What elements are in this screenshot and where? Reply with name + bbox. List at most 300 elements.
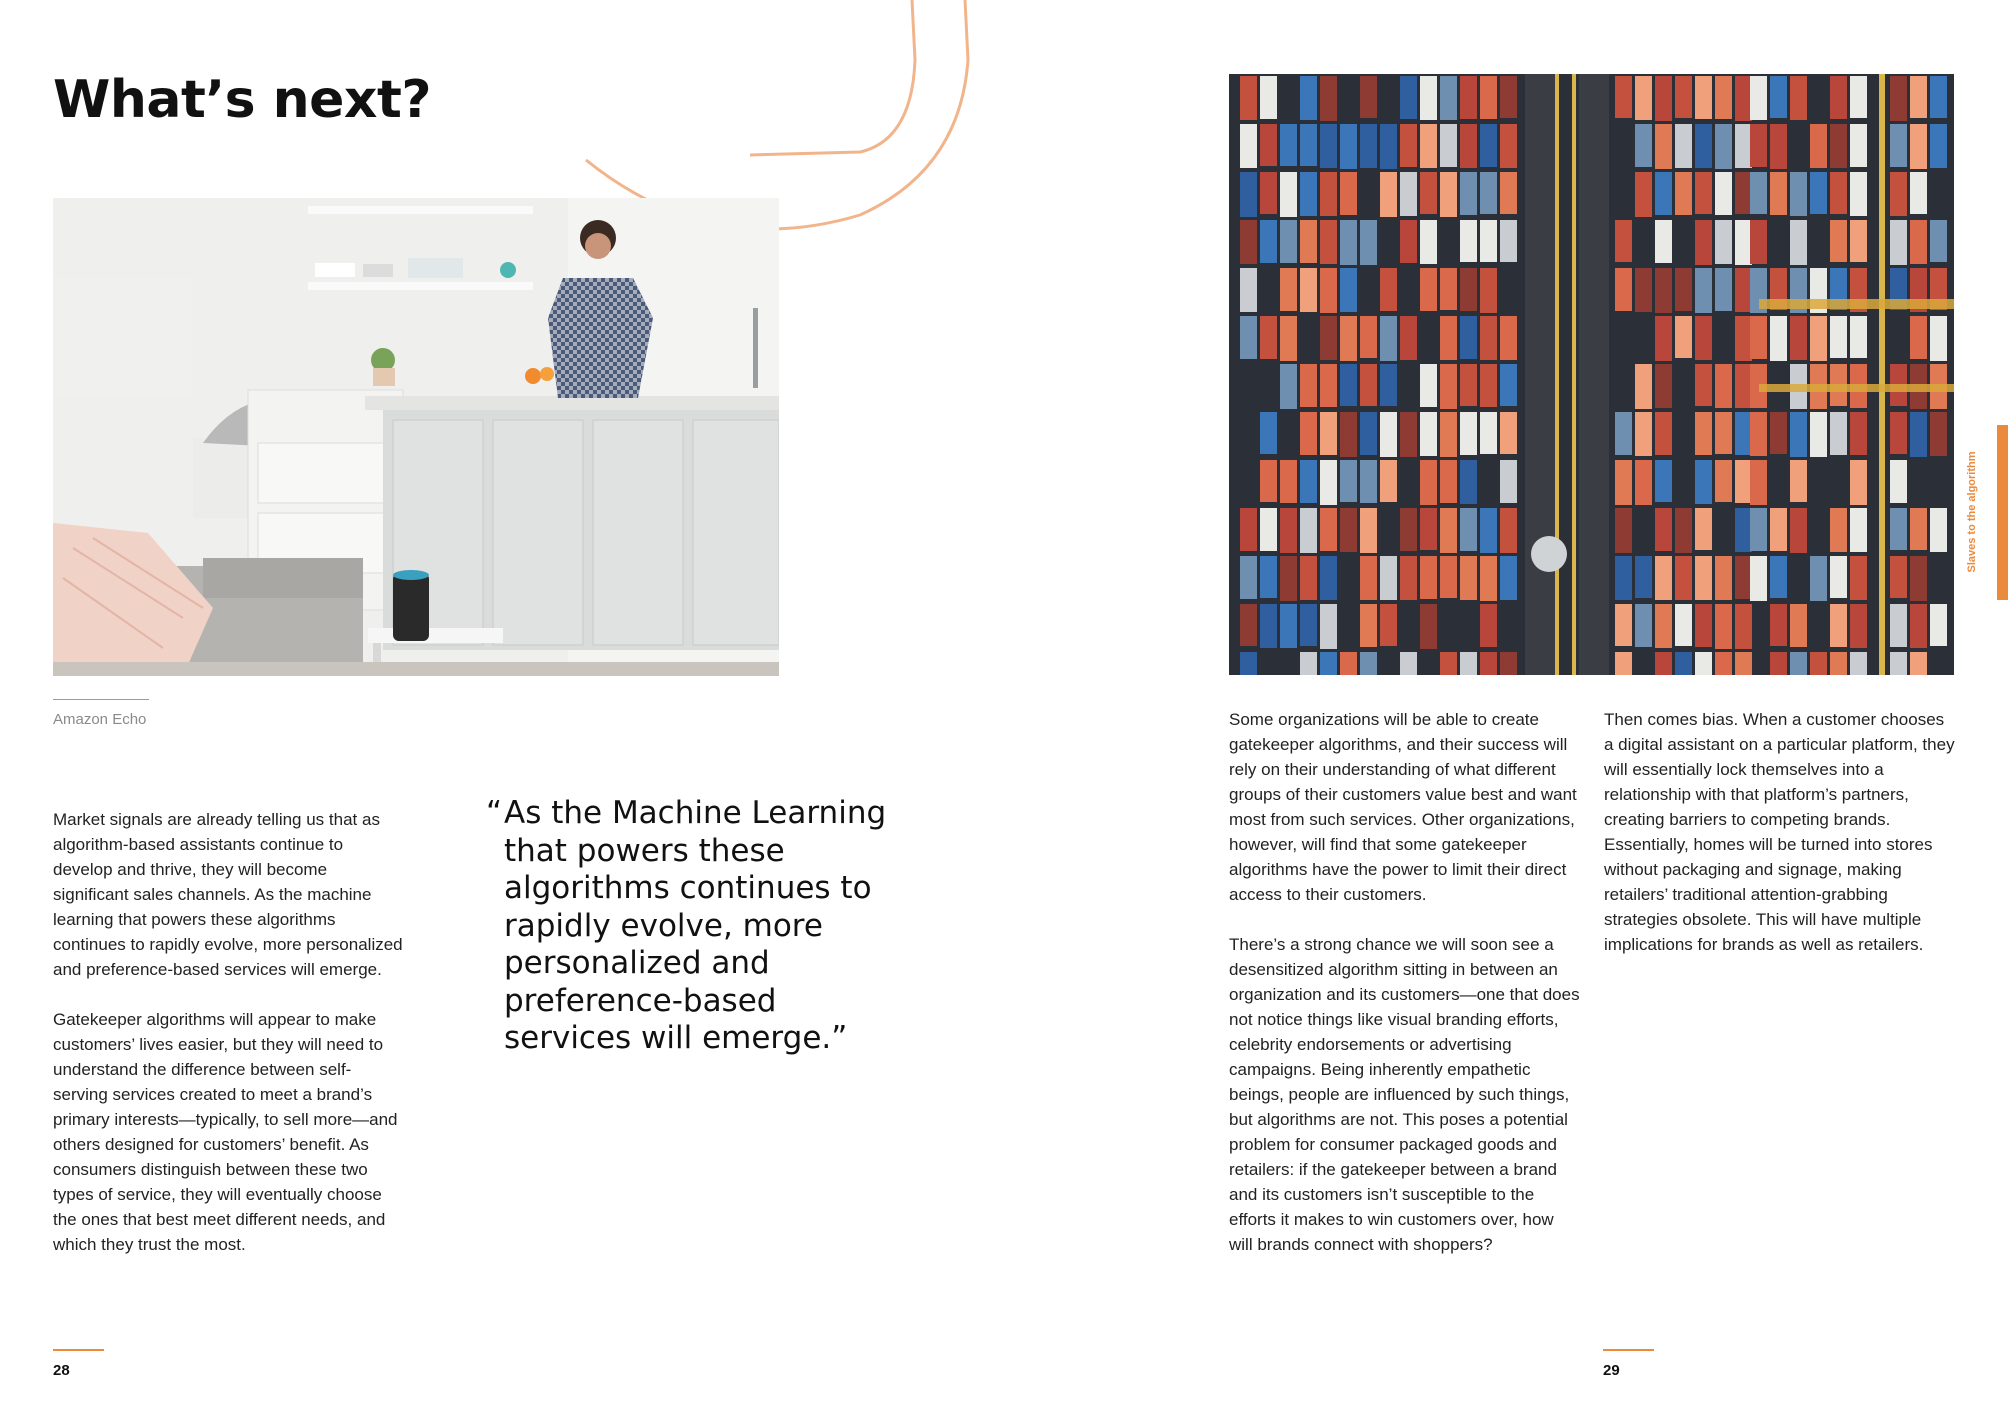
container-shape xyxy=(1655,652,1672,675)
container-shape xyxy=(1695,412,1712,455)
container-shape xyxy=(1695,124,1712,168)
container-shape xyxy=(1480,268,1497,313)
container-shape xyxy=(1790,460,1807,502)
container-shape xyxy=(1695,364,1712,406)
container-shape xyxy=(1340,316,1357,361)
container-shape xyxy=(1380,316,1397,361)
container-shape xyxy=(1420,268,1437,311)
container-shape xyxy=(1320,556,1337,600)
container-shape xyxy=(1240,316,1257,359)
container-shape xyxy=(1850,460,1867,505)
container-shape xyxy=(1715,652,1732,675)
container-shape xyxy=(1340,364,1357,406)
container-shape xyxy=(1695,556,1712,600)
container-shape xyxy=(1300,364,1317,407)
caption-divider xyxy=(53,699,149,700)
container-port-photo xyxy=(1229,74,1954,675)
container-shape xyxy=(1500,124,1517,168)
container-shape xyxy=(1790,652,1807,675)
container-shape xyxy=(1750,556,1767,601)
container-shape xyxy=(1735,172,1752,214)
container-shape xyxy=(1910,604,1927,648)
container-shape xyxy=(1400,652,1417,675)
container-shape xyxy=(1655,76,1672,121)
container-shape xyxy=(1715,460,1732,502)
container-shape xyxy=(1635,76,1652,120)
container-shape xyxy=(1770,604,1787,646)
container-shape xyxy=(1340,220,1357,265)
container-shape xyxy=(1440,76,1457,120)
container-shape xyxy=(1810,412,1827,457)
container-shape xyxy=(1340,172,1357,215)
container-shape xyxy=(1655,316,1672,361)
container-shape xyxy=(1635,460,1652,505)
container-shape xyxy=(1850,412,1867,455)
container-shape xyxy=(1400,76,1417,119)
container-shape xyxy=(1615,604,1632,646)
container-shape xyxy=(1890,652,1907,675)
container-shape xyxy=(1790,220,1807,265)
container-shape xyxy=(1260,124,1277,166)
container-shape xyxy=(1850,508,1867,552)
container-shape xyxy=(1260,412,1277,454)
container-shape xyxy=(1420,604,1437,649)
container-shape xyxy=(1890,220,1907,265)
container-shape xyxy=(1930,220,1947,262)
container-shape xyxy=(1440,460,1457,503)
container-shape xyxy=(1655,220,1672,263)
container-shape xyxy=(1320,220,1337,264)
container-shape xyxy=(1715,220,1732,264)
container-shape xyxy=(1460,556,1477,600)
container-shape xyxy=(1750,316,1767,359)
container-shape xyxy=(1380,364,1397,406)
container-shape xyxy=(1240,508,1257,551)
container-shape xyxy=(1635,124,1652,167)
container-shape xyxy=(1695,604,1712,647)
photo-caption: Amazon Echo xyxy=(53,711,147,728)
container-shape xyxy=(1850,76,1867,118)
container-shape xyxy=(1300,652,1317,675)
container-shape xyxy=(1440,172,1457,217)
container-shape xyxy=(1770,76,1787,118)
container-shape xyxy=(1380,124,1397,169)
container-shape xyxy=(1770,412,1787,454)
container-shape xyxy=(1655,460,1672,502)
container-shape xyxy=(1655,556,1672,600)
pull-quote xyxy=(486,795,904,1058)
container-shape xyxy=(1735,364,1752,408)
container-shape xyxy=(1480,76,1497,119)
container-shape xyxy=(1635,556,1652,598)
container-shape xyxy=(1735,604,1752,649)
container-shape xyxy=(1735,76,1752,121)
container-shape xyxy=(1655,172,1672,215)
container-shape xyxy=(1615,412,1632,455)
container-shape xyxy=(1400,316,1417,360)
container-shape xyxy=(1420,460,1437,505)
container-shape xyxy=(1460,508,1477,551)
container-shape xyxy=(1300,172,1317,216)
container-shape xyxy=(1750,508,1767,551)
container-shape xyxy=(1460,76,1477,119)
container-shape xyxy=(1615,268,1632,311)
container-shape xyxy=(1360,364,1377,406)
container-shape xyxy=(1635,604,1652,647)
container-shape xyxy=(1260,172,1277,214)
container-shape xyxy=(1735,316,1752,361)
container-shape xyxy=(1300,604,1317,646)
container-shape xyxy=(1300,556,1317,600)
container-shape xyxy=(1735,460,1752,503)
container-shape xyxy=(1460,412,1477,455)
container-shape xyxy=(1280,556,1297,601)
container-shape xyxy=(1260,316,1277,359)
page-title: What’s next? xyxy=(53,70,431,130)
container-shape xyxy=(1480,652,1497,675)
container-shape xyxy=(1735,556,1752,599)
container-shape xyxy=(1420,172,1437,214)
container-shape xyxy=(1280,364,1297,409)
container-shape xyxy=(1320,268,1337,313)
container-shape xyxy=(1280,460,1297,503)
container-shape xyxy=(1910,220,1927,264)
container-shape xyxy=(1380,412,1397,457)
container-shape xyxy=(1655,604,1672,648)
container-shape xyxy=(1300,508,1317,553)
container-shape xyxy=(1440,316,1457,360)
container-shape xyxy=(1830,124,1847,168)
container-shape xyxy=(1240,220,1257,264)
container-shape xyxy=(1280,508,1297,553)
container-shape xyxy=(1830,76,1847,119)
container-shape xyxy=(1615,556,1632,600)
container-shape xyxy=(1930,508,1947,552)
right-body-column-2 xyxy=(1604,707,1956,982)
container-shape xyxy=(1360,316,1377,358)
container-shape xyxy=(1930,124,1947,168)
container-shape xyxy=(1890,124,1907,167)
container-shape xyxy=(1615,508,1632,553)
container-shape xyxy=(1440,652,1457,675)
right-paragraph-1: Some organizations will be able to create gatekeeper algorithms, and their success will rely on their understanding of what different groups of their customers value best and want most from such services. Other organizations, however, will find that some gatekeeper algorithms have the power to limit their direct access to their customers. xyxy=(1229,710,1577,904)
container-shape xyxy=(1500,652,1517,675)
container-shape xyxy=(1440,508,1457,553)
container-shape xyxy=(1810,172,1827,214)
container-shape xyxy=(1695,316,1712,360)
container-shape xyxy=(1910,412,1927,457)
container-shape xyxy=(1300,76,1317,120)
container-shape xyxy=(1480,124,1497,167)
container-shape xyxy=(1360,652,1377,675)
container-shape xyxy=(1750,460,1767,505)
container-shape xyxy=(1460,172,1477,215)
container-shape xyxy=(1635,364,1652,409)
container-shape xyxy=(1340,124,1357,169)
container-shape xyxy=(1910,172,1927,214)
container-shape xyxy=(1750,172,1767,214)
container-shape xyxy=(1360,460,1377,503)
container-shape xyxy=(1380,604,1397,646)
container-shape xyxy=(1750,124,1767,167)
container-shape xyxy=(1340,412,1357,457)
container-shape xyxy=(1460,316,1477,359)
container-shape xyxy=(1420,556,1437,599)
container-shape xyxy=(1280,172,1297,217)
container-shape xyxy=(1715,76,1732,119)
container-shape xyxy=(1930,412,1947,456)
container-shape xyxy=(1340,460,1357,502)
container-shape xyxy=(1320,172,1337,216)
container-shape xyxy=(1500,508,1517,553)
container-shape xyxy=(1890,460,1907,503)
container-shape xyxy=(1440,412,1457,457)
container-shape xyxy=(1300,460,1317,503)
container-shape xyxy=(1360,556,1377,600)
container-shape xyxy=(1890,76,1907,121)
container-shape xyxy=(1380,556,1397,600)
container-shape xyxy=(1240,172,1257,217)
container-shape xyxy=(1790,508,1807,553)
container-shape xyxy=(1790,412,1807,457)
container-shape xyxy=(1735,268,1752,312)
container-shape xyxy=(1400,508,1417,551)
section-label: Slaves to the algorithm xyxy=(1966,451,1978,573)
container-shape xyxy=(1675,124,1692,168)
container-shape xyxy=(1480,220,1497,262)
container-shape xyxy=(1890,508,1907,550)
container-shape xyxy=(1460,364,1477,406)
right-page-number: 29 xyxy=(1603,1362,1620,1379)
container-shape xyxy=(1500,316,1517,360)
container-shape xyxy=(1890,172,1907,216)
quote-open-mark: “ xyxy=(486,795,503,831)
container-shape xyxy=(1480,604,1497,647)
container-shape xyxy=(1850,172,1867,216)
kitchen-photo xyxy=(53,198,779,676)
container-shape xyxy=(1695,76,1712,119)
container-shape xyxy=(1320,460,1337,505)
container-shape xyxy=(1715,124,1732,169)
container-shape xyxy=(1735,412,1752,455)
kitchen-photo-illustration xyxy=(53,198,779,676)
container-shape xyxy=(1460,652,1477,675)
container-shape xyxy=(1715,364,1732,408)
container-shape xyxy=(1300,412,1317,455)
container-shape xyxy=(1480,412,1497,454)
container-shape xyxy=(1380,460,1397,502)
container-shape xyxy=(1790,316,1807,360)
container-shape xyxy=(1300,220,1317,263)
right-paragraph-3: Then comes bias. When a customer chooses a digital assistant on a particular platform, they will essentially lock themselves into a relationship with that platform’s partners, creating barriers to competing brands. Essentially, homes will be turned into stores without packaging and signage, making retailers’ traditional attention-grabbing strategies obsolete. This will have multiple implications for brands as well as retailers. xyxy=(1604,710,1955,954)
container-shape xyxy=(1930,76,1947,118)
container-shape xyxy=(1770,316,1787,361)
container-shape xyxy=(1400,412,1417,457)
container-shape xyxy=(1675,268,1692,311)
container-shape xyxy=(1500,364,1517,406)
container-shape xyxy=(1750,220,1767,264)
container-shape xyxy=(1260,76,1277,119)
container-shape xyxy=(1480,364,1497,407)
container-shape xyxy=(1890,412,1907,454)
container-shape xyxy=(1790,172,1807,216)
container-shape xyxy=(1910,124,1927,169)
container-shape xyxy=(1320,124,1337,168)
container-shape xyxy=(1460,124,1477,168)
container-shape xyxy=(1675,652,1692,675)
container-shape xyxy=(1400,172,1417,216)
container-shape xyxy=(1615,652,1632,675)
container-shape xyxy=(1735,652,1752,675)
container-shape xyxy=(1615,460,1632,505)
right-body-column-1 xyxy=(1229,707,1581,1282)
container-shape xyxy=(1240,124,1257,168)
container-shape xyxy=(1910,508,1927,550)
container-shape xyxy=(1810,556,1827,601)
container-shape xyxy=(1830,508,1847,552)
container-shape xyxy=(1500,172,1517,214)
container-shape xyxy=(1695,652,1712,675)
container-shape xyxy=(1500,556,1517,600)
container-shape xyxy=(1655,268,1672,313)
container-shape xyxy=(1770,124,1787,169)
container-shape xyxy=(1360,604,1377,647)
container-shape xyxy=(1400,220,1417,263)
container-shape xyxy=(1695,172,1712,214)
container-shape xyxy=(1360,412,1377,455)
container-shape xyxy=(1460,220,1477,262)
container-shape xyxy=(1400,556,1417,600)
container-shape xyxy=(1320,316,1337,360)
container-shape xyxy=(1320,604,1337,649)
container-shape xyxy=(1400,124,1417,167)
container-shape xyxy=(1360,124,1377,168)
container-shape xyxy=(1420,364,1437,407)
container-shape xyxy=(1280,220,1297,263)
right-page-number-rule xyxy=(1603,1349,1654,1351)
container-shape xyxy=(1910,76,1927,118)
container-shape xyxy=(1260,604,1277,648)
container-shape xyxy=(1420,220,1437,264)
container-shape xyxy=(1420,508,1437,550)
container-shape xyxy=(1480,316,1497,360)
container-shape xyxy=(1790,76,1807,120)
container-shape xyxy=(1380,172,1397,217)
container-shape xyxy=(1340,268,1357,312)
container-shape xyxy=(1830,604,1847,647)
container-shape xyxy=(1930,604,1947,646)
container-shape xyxy=(1770,508,1787,551)
left-paragraph-1: Market signals are already telling us that as algorithm-based assistants continue to develop and thrive, they will become significant sales channels. As the machine learning that powers these algorithms continues to rapidly evolve, more personalized and preference-based services will emerge. xyxy=(53,810,403,979)
container-shape xyxy=(1655,124,1672,169)
container-shape xyxy=(1830,316,1847,358)
container-shape xyxy=(1635,172,1652,217)
container-shape xyxy=(1360,220,1377,265)
container-shape xyxy=(1280,124,1297,166)
container-shape xyxy=(1260,556,1277,598)
container-shape xyxy=(1320,412,1337,455)
container-shape xyxy=(1735,124,1752,168)
container-shape xyxy=(1480,556,1497,601)
container-shape xyxy=(1300,124,1317,166)
container-shape xyxy=(1810,124,1827,168)
container-shape xyxy=(1655,508,1672,551)
container-shape xyxy=(1830,412,1847,455)
container-shape xyxy=(1675,556,1692,600)
container-shape xyxy=(1460,268,1477,311)
container-shape xyxy=(1675,76,1692,118)
container-shape xyxy=(1910,316,1927,359)
container-shape xyxy=(1910,652,1927,675)
container-shape xyxy=(1655,412,1672,455)
container-shape xyxy=(1500,220,1517,262)
container-shape xyxy=(1360,76,1377,118)
container-shape xyxy=(1830,556,1847,598)
container-shape xyxy=(1420,124,1437,168)
container-shape xyxy=(1850,124,1867,167)
container-shape xyxy=(1240,76,1257,120)
container-shape xyxy=(1715,412,1732,454)
container-shape xyxy=(1300,268,1317,312)
container-shape xyxy=(1280,268,1297,311)
container-shape xyxy=(1695,220,1712,265)
container-shape xyxy=(1735,508,1752,552)
container-shape xyxy=(1890,556,1907,598)
container-shape xyxy=(1810,316,1827,361)
container-shape xyxy=(1440,268,1457,310)
left-paragraph-2: Gatekeeper algorithms will appear to make customers’ lives easier, but they will need to understand the difference between self-serving services created to meet a brand’s primary interests—typically, to sell more—and others designed for customers’ benefit. As consumers distinguish between these two types of service, they will eventually choose the ones that best meet different needs, and which they trust the most. xyxy=(53,1010,398,1254)
container-shape xyxy=(1850,556,1867,600)
container-shape xyxy=(1675,316,1692,358)
container-shape xyxy=(1750,76,1767,120)
container-shape xyxy=(1675,508,1692,553)
container-shape xyxy=(1440,364,1457,409)
container-shape xyxy=(1440,124,1457,167)
right-paragraph-2: There’s a strong chance we will soon see a desensitized algorithm sitting in between an organization and its customers—one that does not notice things like visual branding efforts, celebrity endorsements or advertising campaigns. Being inherently empathetic beings, people are influenced by such things, but algorithms are not. This poses a potential problem for consumer packaged goods and retailers: if the gatekeeper between a brand and its customers isn’t susceptible to the efforts it makes to win customers over, how will brands connect with shoppers? xyxy=(1229,935,1580,1254)
container-shape xyxy=(1460,460,1477,504)
container-shape xyxy=(1930,316,1947,361)
container-shape xyxy=(1910,556,1927,601)
container-shape xyxy=(1480,172,1497,214)
container-shape xyxy=(1695,508,1712,550)
container-shape xyxy=(1280,316,1297,361)
container-shape xyxy=(1320,364,1337,407)
container-shape xyxy=(1500,460,1517,503)
container-shape xyxy=(1695,460,1712,504)
left-page-number-rule xyxy=(53,1349,104,1351)
container-shape xyxy=(1420,76,1437,120)
container-shape xyxy=(1280,604,1297,648)
container-shape xyxy=(1320,652,1337,675)
container-shape xyxy=(1340,508,1357,552)
container-port-illustration xyxy=(1229,74,1954,675)
container-shape xyxy=(1340,652,1357,675)
container-shape xyxy=(1440,556,1457,598)
container-shape xyxy=(1615,76,1632,118)
container-shape xyxy=(1715,268,1732,311)
container-shape xyxy=(1890,604,1907,647)
container-shape xyxy=(1770,556,1787,598)
container-shape xyxy=(1770,652,1787,675)
container-shape xyxy=(1500,412,1517,454)
container-shape xyxy=(1790,604,1807,647)
container-shape xyxy=(1715,172,1732,215)
container-shape xyxy=(1260,220,1277,263)
section-tab xyxy=(1997,425,2008,600)
container-shape xyxy=(1675,604,1692,646)
container-shape xyxy=(1240,652,1257,675)
container-shape xyxy=(1810,652,1827,675)
